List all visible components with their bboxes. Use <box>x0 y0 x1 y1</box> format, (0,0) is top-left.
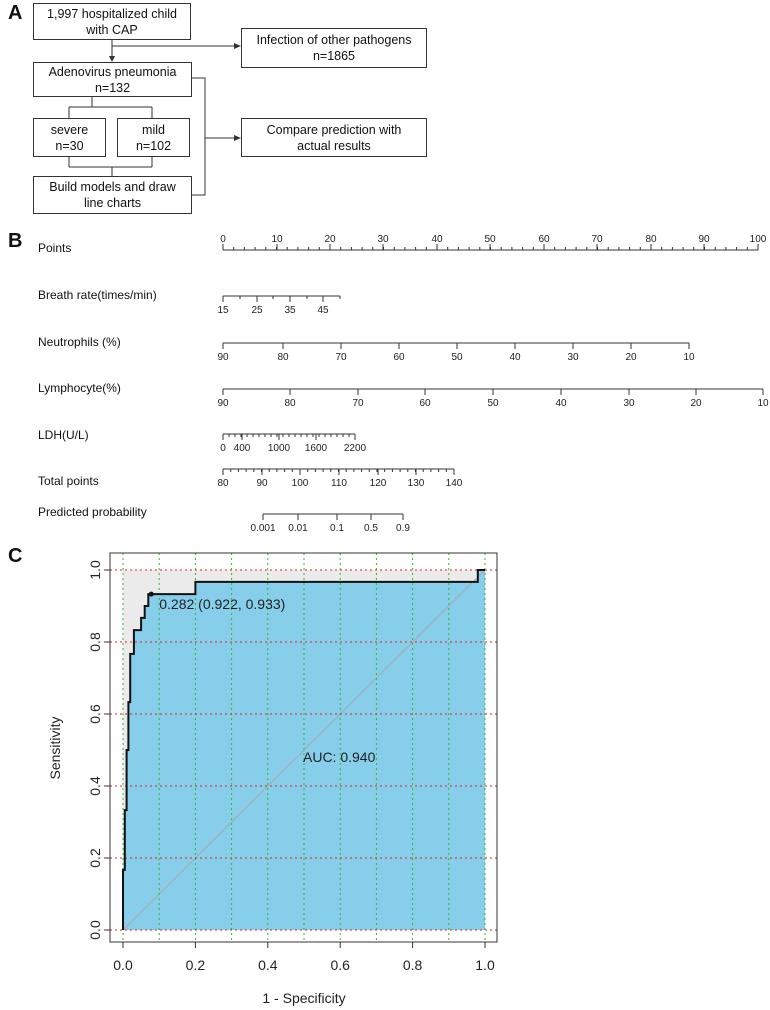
roc-threshold-point <box>149 592 154 597</box>
nomogram-tick-label: 400 <box>233 443 251 454</box>
nomogram-tick-label: 35 <box>284 305 296 316</box>
nomogram-tick-label: 50 <box>451 352 463 363</box>
nomogram-tick-label: 45 <box>317 305 329 316</box>
nomogram-tick-label: 70 <box>335 352 347 363</box>
roc-y-tick-label: 0.8 <box>87 632 103 652</box>
nomogram-tick-label: 0 <box>220 234 226 245</box>
roc-y-axis-label: Sensitivity <box>47 716 63 780</box>
roc-y-tick-label: 0.4 <box>87 776 103 796</box>
nomogram-tick-label: 40 <box>431 234 443 245</box>
roc-auc-annotation: AUC: 0.940 <box>303 749 376 765</box>
nomogram-tick-label: 90 <box>217 398 229 409</box>
nomogram-tick-label: 30 <box>623 398 635 409</box>
nomogram-tick-label: 10 <box>757 398 769 409</box>
nomogram-tick-label: 90 <box>217 352 229 363</box>
nomogram-tick-label: 60 <box>393 352 405 363</box>
nomogram-tick-label: 50 <box>484 234 496 245</box>
nomogram-label-lymphocyte: Lymphocyte(%) <box>38 381 121 395</box>
nomogram-tick-label: 80 <box>645 234 657 245</box>
nomogram-label-neutrophils: Neutrophils (%) <box>38 335 121 349</box>
nomogram-tick-label: 10 <box>683 352 695 363</box>
nomogram-tick-label: 40 <box>555 398 567 409</box>
nomogram-tick-label: 120 <box>369 478 387 489</box>
nomogram-tick-label: 70 <box>352 398 364 409</box>
nomogram-label-total-points: Total points <box>38 474 99 488</box>
nomogram-tick-label: 0.01 <box>288 523 308 534</box>
panel-label-c: C <box>8 545 23 567</box>
nomogram-tick-label: 1000 <box>267 443 291 454</box>
nomogram-tick-label: 90 <box>698 234 710 245</box>
roc-x-tick-label: 0.6 <box>330 957 350 973</box>
nomogram-tick-label: 0 <box>220 443 226 454</box>
roc-x-tick-label: 0.8 <box>402 957 423 973</box>
nomogram-tick-label: 70 <box>591 234 603 245</box>
nomogram-tick-label: 110 <box>331 478 347 489</box>
roc-x-tick-label: 1.0 <box>475 957 495 973</box>
nomogram-label-breath-rate: Breath rate(times/min) <box>38 288 157 302</box>
nomogram-tick-label: 40 <box>509 352 521 363</box>
nomogram-tick-label: 15 <box>217 305 229 316</box>
flow-box-mild: mild n=102 <box>117 118 190 157</box>
nomogram-tick-label: 90 <box>256 478 268 489</box>
nomogram-tick-label: 60 <box>538 234 550 245</box>
nomogram-tick-label: 140 <box>445 478 463 489</box>
flow-box-severe: severe n=30 <box>33 118 106 157</box>
nomogram-tick-label: 30 <box>567 352 579 363</box>
nomogram-label-predicted-probability: Predicted probability <box>38 505 147 519</box>
flow-box-adenovirus: Adenovirus pneumonia n=132 <box>33 62 192 97</box>
roc-y-tick-label: 0.2 <box>87 848 103 868</box>
roc-x-axis-label: 1 - Specificity <box>262 990 346 1006</box>
flow-box-build-models: Build models and draw line charts <box>33 176 192 214</box>
nomogram-tick-label: 20 <box>690 398 702 409</box>
nomogram-tick-label: 0.9 <box>396 523 410 534</box>
panel-label-a: A <box>8 2 23 24</box>
nomogram-tick-label: 80 <box>217 478 229 489</box>
nomogram-tick-label: 1600 <box>304 443 328 454</box>
nomogram-tick-label: 0.5 <box>364 523 378 534</box>
nomogram-tick-label: 80 <box>284 398 296 409</box>
nomogram-tick-label: 100 <box>749 234 767 245</box>
flow-box-compare: Compare prediction with actual results <box>241 118 427 157</box>
roc-y-tick-label: 0.6 <box>87 704 103 724</box>
nomogram-tick-label: 130 <box>407 478 425 489</box>
nomogram-tick-label: 80 <box>277 352 289 363</box>
roc-y-tick-label: 0.0 <box>87 920 103 940</box>
flow-box-other-pathogens: Infection of other pathogens n=1865 <box>241 28 427 68</box>
roc-x-tick-label: 0.0 <box>113 957 133 973</box>
nomogram-tick-label: 0.001 <box>250 523 276 534</box>
nomogram-tick-label: 25 <box>251 305 263 316</box>
nomogram-tick-label: 30 <box>377 234 389 245</box>
nomogram-tick-label: 60 <box>419 398 431 409</box>
nomogram-tick-label: 50 <box>487 398 499 409</box>
nomogram-tick-label: 0.1 <box>330 523 344 534</box>
roc-x-tick-label: 0.4 <box>258 957 278 973</box>
nomogram-label-points: Points <box>38 241 72 255</box>
nomogram-tick-label: 20 <box>625 352 637 363</box>
nomogram-tick-label: 10 <box>271 234 283 245</box>
nomogram-tick-label: 2200 <box>343 443 367 454</box>
roc-x-tick-label: 0.2 <box>185 957 206 973</box>
panel-label-b: B <box>8 230 23 252</box>
nomogram-label-ldh: LDH(U/L) <box>38 428 89 442</box>
flow-box-start: 1,997 hospitalized child with CAP <box>33 3 191 40</box>
roc-threshold-annotation: 0.282 (0.922, 0.933) <box>159 596 286 613</box>
roc-y-tick-label: 1.0 <box>87 560 103 580</box>
nomogram-tick-label: 20 <box>324 234 336 245</box>
nomogram-tick-label: 100 <box>291 478 309 489</box>
